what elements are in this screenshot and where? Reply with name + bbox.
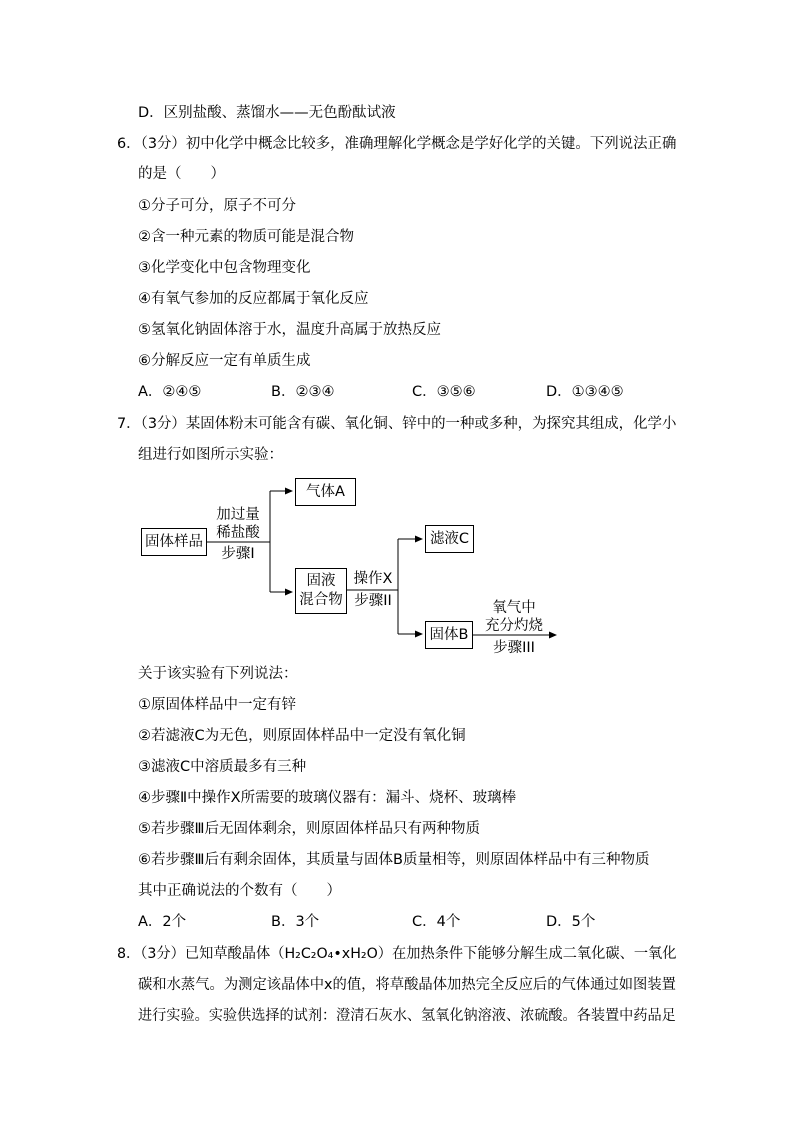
q7-option-c: C．4个 [412, 914, 461, 930]
q6-option-b: B．②③④ [271, 384, 335, 400]
step1-reagent-line1: 加过量 [216, 507, 260, 523]
q8-line2: 碳和水蒸气。为测定该晶体中x的值，将草酸晶体加热完全反应后的气体通过如图装置 [138, 977, 676, 993]
q7-statement-4: ④步骤Ⅱ中操作X所需要的玻璃仪器有：漏斗、烧杯、玻璃棒 [138, 790, 517, 806]
q7-statement-6: ⑥若步骤Ⅲ后有剩余固体，其质量与固体B质量相等，则原固体样品中有三种物质 [138, 852, 650, 868]
q8-line1: 8．（3分）已知草酸晶体（H₂C₂O₄•xH₂O）在加热条件下能够分解生成二氧化碳、一氧化 [117, 946, 677, 962]
q6-statement-4: ④有氧气参加的反应都属于氧化反应 [138, 291, 369, 307]
q6-statement-2: ②含一种元素的物质可能是混合物 [138, 229, 354, 245]
step1-reagent-line2: 稀盐酸 [216, 525, 260, 541]
q6-statement-1: ①分子可分，原子不可分 [138, 198, 296, 214]
q7-option-d: D．5个 [546, 914, 596, 930]
q6-stem-line1: 6．（3分）初中化学中概念比较多，准确理解化学概念是学好化学的关键。下列说法正确 [117, 136, 677, 152]
q6-option-c: C．③⑤⑥ [412, 384, 476, 400]
box-solid-liquid-mixture [295, 568, 347, 614]
q6-statement-6: ⑥分解反应一定有单质生成 [138, 353, 311, 369]
step2-label: 步骤II [354, 593, 392, 609]
q7-stem-line1: 7．（3分）某固体粉末可能含有碳、氧化铜、锌中的一种或多种，为探究其组成，化学小 [117, 416, 677, 432]
q7-option-a: A．2个 [138, 914, 187, 930]
q6-statement-5: ⑤氢氧化钠固体溶于水，温度升高属于放热反应 [138, 322, 441, 338]
step3-label: 步骤III [493, 640, 535, 656]
step3-reagent-line2: 充分灼烧 [485, 618, 543, 634]
q7-statement-5: ⑤若步骤Ⅲ后无固体剩余，则原固体样品只有两种物质 [138, 821, 480, 837]
q6-statement-3: ③化学变化中包含物理变化 [138, 260, 311, 276]
mixture-line2: 混合物 [299, 592, 343, 608]
q7-statement-2: ②若滤液C为无色，则原固体样品中一定没有氧化铜 [138, 728, 466, 744]
step3-reagent-line1: 氧气中 [492, 600, 536, 616]
step2-operation: 操作X [353, 571, 393, 587]
q7-statement-3: ③滤液C中溶质最多有三种 [138, 759, 307, 775]
q6-option-a: A．②④⑤ [138, 384, 202, 400]
q7-statement-1: ①原固体样品中一定有锌 [138, 697, 296, 713]
q7-intro: 关于该实验有下列说法： [138, 666, 298, 682]
q6-option-d: D．①③④⑤ [546, 384, 624, 400]
step1-label: 步骤I [221, 546, 255, 562]
q7-stem-line2: 组进行如图所示实验： [138, 447, 283, 463]
q7-question: 其中正确说法的个数有（ ） [138, 883, 341, 899]
q8-line3: 进行实验。实验供选择的试剂：澄清石灰水、氢氧化钠溶液、浓硫酸。各装置中药品足 [138, 1008, 676, 1024]
box-solid-b: 固体B [425, 621, 473, 649]
q6-stem-line2: 的是（ ） [138, 166, 225, 182]
q5-option-d: D．区别盐酸、蒸馏水——无色酚酞试液 [138, 105, 396, 121]
mixture-line1: 固液 [306, 573, 336, 589]
box-gas-a: 气体A [295, 478, 356, 506]
box-filtrate-c: 滤液C [425, 525, 474, 553]
box-solid-sample: 固体样品 [141, 528, 207, 556]
q7-option-b: B．3个 [271, 914, 320, 930]
